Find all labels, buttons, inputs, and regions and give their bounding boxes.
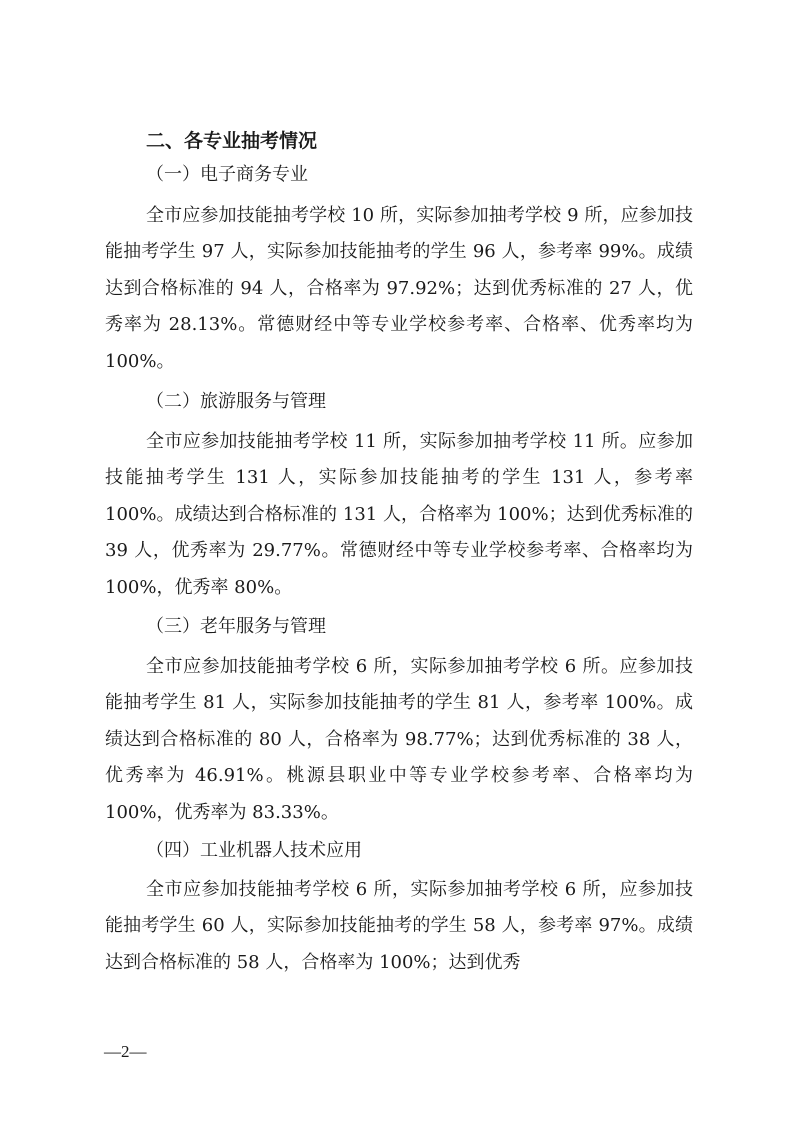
major-title-industrial-robot: （四）工业机器人技术应用 — [146, 840, 362, 861]
page-number: —2— — [104, 1042, 147, 1061]
section-heading: 二、各专业抽考情况 — [146, 130, 318, 152]
major-title-ecommerce: （一）电子商务专业 — [146, 164, 308, 185]
major-paragraph-tourism: 全市应参加技能抽考学校 11 所，实际参加抽考学校 11 所。应参加技能抽考学生 131 人，实际参加技能抽考的学生 131 人，参考率 100%。成绩达到合格标准的 131 人，合格率为 100%；达到优秀标准的 39 人，优秀率为 29.77%。常德财经中等专业学校参考率、合格率均为 100%，优秀率 80%。 — [105, 431, 693, 598]
major-title-tourism: （二）旅游服务与管理 — [146, 391, 326, 412]
major-paragraph-ecommerce: 全市应参加技能抽考学校 10 所，实际参加抽考学校 9 所，应参加技能抽考学生 97 人，实际参加技能抽考的学生 96 人，参考率 99%。成绩达到合格标准的 94 人，合格率为 97.92%；达到优秀标准的 27 人，优秀率为 28.13%。常德财经中等专业学校参考率、合格率、优秀率均为 100%。 — [105, 205, 693, 372]
major-title-elderly-care: （三）老年服务与管理 — [146, 616, 326, 637]
major-paragraph-elderly-care: 全市应参加技能抽考学校 6 所，实际参加抽考学校 6 所。应参加技能抽考学生 81 人，实际参加技能抽考的学生 81 人，参考率 100%。成绩达到合格标准的 80 人，合格率为 98.77%；达到优秀标准的 38 人，优秀率为 46.91%。桃源县职业中等专业学校参考率、合格率均为 100%，优秀率为 83.33%。 — [105, 656, 693, 823]
major-paragraph-industrial-robot: 全市应参加技能抽考学校 6 所，实际参加抽考学校 6 所，应参加技能抽考学生 60 人，实际参加技能抽考的学生 58 人，参考率 97%。成绩达到合格标准的 58 人，合格率为 100%；达到优秀 — [105, 879, 693, 973]
